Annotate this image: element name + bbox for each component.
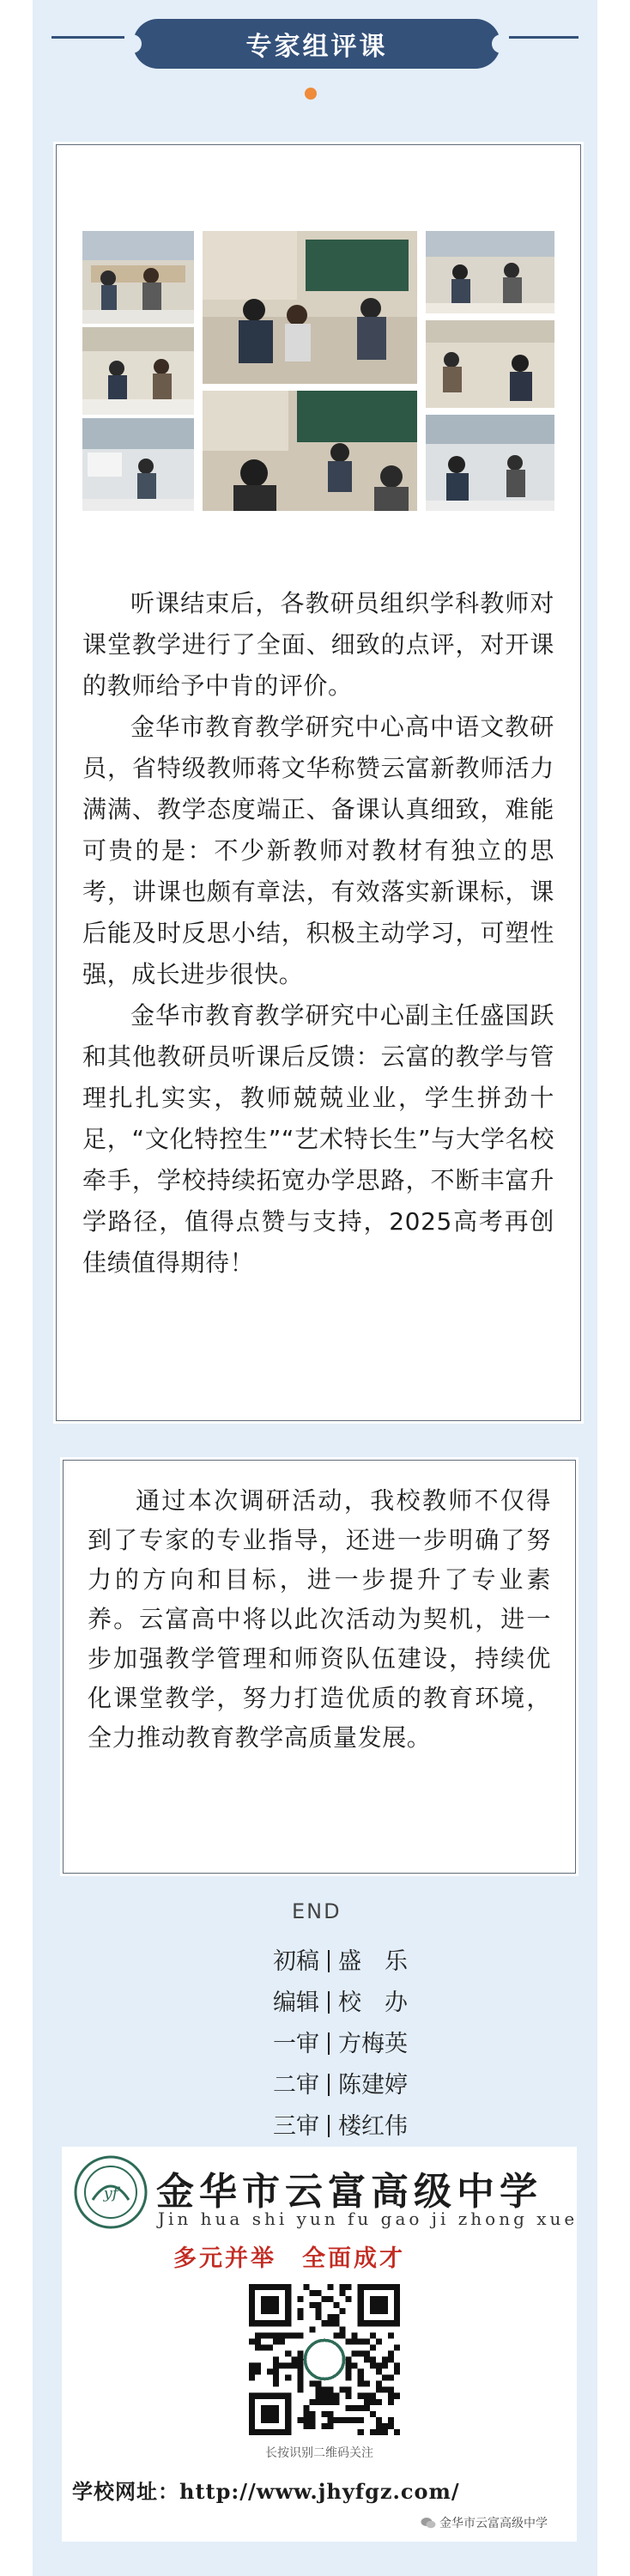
photo-4[interactable] bbox=[203, 231, 417, 384]
wechat-icon bbox=[421, 2517, 436, 2529]
qr-code[interactable] bbox=[249, 2284, 400, 2435]
credit-name: 方梅英 bbox=[338, 2031, 408, 2057]
photo-8[interactable] bbox=[426, 415, 554, 511]
section-banner bbox=[133, 19, 500, 69]
school-card bbox=[62, 2147, 577, 2542]
svg-text:yf: yf bbox=[103, 2184, 118, 2202]
summary-box bbox=[63, 1460, 576, 1874]
section-title: 专家组评课 bbox=[245, 32, 388, 62]
credit-row bbox=[273, 2025, 408, 2058]
credit-role: 二审 bbox=[273, 2072, 319, 2099]
school-slogan: 多元并举 全面成才 bbox=[173, 2245, 405, 2272]
credit-separator bbox=[328, 2074, 330, 2096]
article-paragraph-2: 金华市教育教学研究中心高中语文教研员，省特级教师蒋文华称赞云富新教师活力满满、教学态度端正、备课认真细致，难能可贵的是：不少新教师对教材有独立的思考，讲课也颇有章法，有效落实新课标，课后能及时反思小结，积极主动学习，可塑性强，成长进步很快。 bbox=[82, 713, 554, 988]
photo-2[interactable] bbox=[82, 327, 194, 415]
credit-separator bbox=[328, 1991, 330, 2014]
school-pinyin: Jin hua shi yun fu gao ji zhong xue bbox=[158, 2208, 579, 2229]
photo-5[interactable] bbox=[203, 391, 417, 511]
credit-separator bbox=[328, 2032, 330, 2055]
qr-caption: 长按识别二维码关注 bbox=[265, 2446, 373, 2460]
credit-separator bbox=[328, 2115, 330, 2137]
photo-7[interactable] bbox=[426, 320, 554, 408]
school-logo-icon bbox=[74, 2155, 148, 2229]
article-text bbox=[82, 583, 554, 1284]
credit-role: 三审 bbox=[273, 2113, 319, 2140]
wechat-account-watermark bbox=[421, 2514, 548, 2531]
photo-collage bbox=[82, 231, 554, 549]
credit-row bbox=[273, 1942, 408, 1976]
credit-role: 一审 bbox=[273, 2031, 319, 2057]
credit-separator bbox=[328, 1950, 330, 1972]
end-marker: END bbox=[292, 1899, 342, 1923]
accent-dot bbox=[305, 88, 317, 100]
credit-name: 盛 乐 bbox=[338, 1948, 408, 1975]
article-paragraph-3: 金华市教育教学研究中心副主任盛国跃和其他教研员听课后反馈：云富的教学与管理扎扎实实，教师兢兢业业，学生拼劲十足，“文化特控生”“艺术特长生”与大学名校牵手，学校持续拓宽办学思路，不断丰富升学路径，值得点赞与支持，2025高考再创佳绩值得期待！ bbox=[82, 1001, 554, 1277]
credit-role: 编辑 bbox=[273, 1990, 319, 2016]
credit-row bbox=[273, 2066, 408, 2099]
photo-3[interactable] bbox=[82, 418, 194, 511]
credit-name: 校 办 bbox=[338, 1990, 408, 2016]
school-name: 金华市云富高级中学 bbox=[156, 2170, 542, 2214]
article-paragraph-1: 听课结束后，各教研员组织学科教师对课堂教学进行了全面、细致的点评，对开课的教师给予中肯的评价。 bbox=[82, 589, 554, 700]
photo-1[interactable] bbox=[82, 231, 194, 324]
summary-paragraph: 通过本次调研活动，我校教师不仅得到了专家的专业指导，还进一步明确了努力的方向和目标，进一步提升了专业素养。云富高中将以此次活动为契机，进一步加强教学管理和师资队伍建设，持续优化课堂教学，努力打造优质的教育环境，全力推动教育教学高质量发展。 bbox=[88, 1486, 551, 1752]
wechat-account-name: 金华市云富高级中学 bbox=[439, 2517, 548, 2530]
credit-name: 楼红伟 bbox=[338, 2113, 408, 2140]
article-box bbox=[56, 144, 581, 1421]
credit-row bbox=[273, 1984, 408, 2017]
credit-row bbox=[273, 2107, 408, 2141]
credit-name: 陈建婷 bbox=[338, 2072, 408, 2099]
photo-6[interactable] bbox=[426, 231, 554, 313]
credit-role: 初稿 bbox=[273, 1948, 319, 1975]
school-url[interactable]: 学校网址：http://www.jhyfgz.com/ bbox=[72, 2479, 460, 2504]
summary-text bbox=[88, 1481, 551, 1758]
